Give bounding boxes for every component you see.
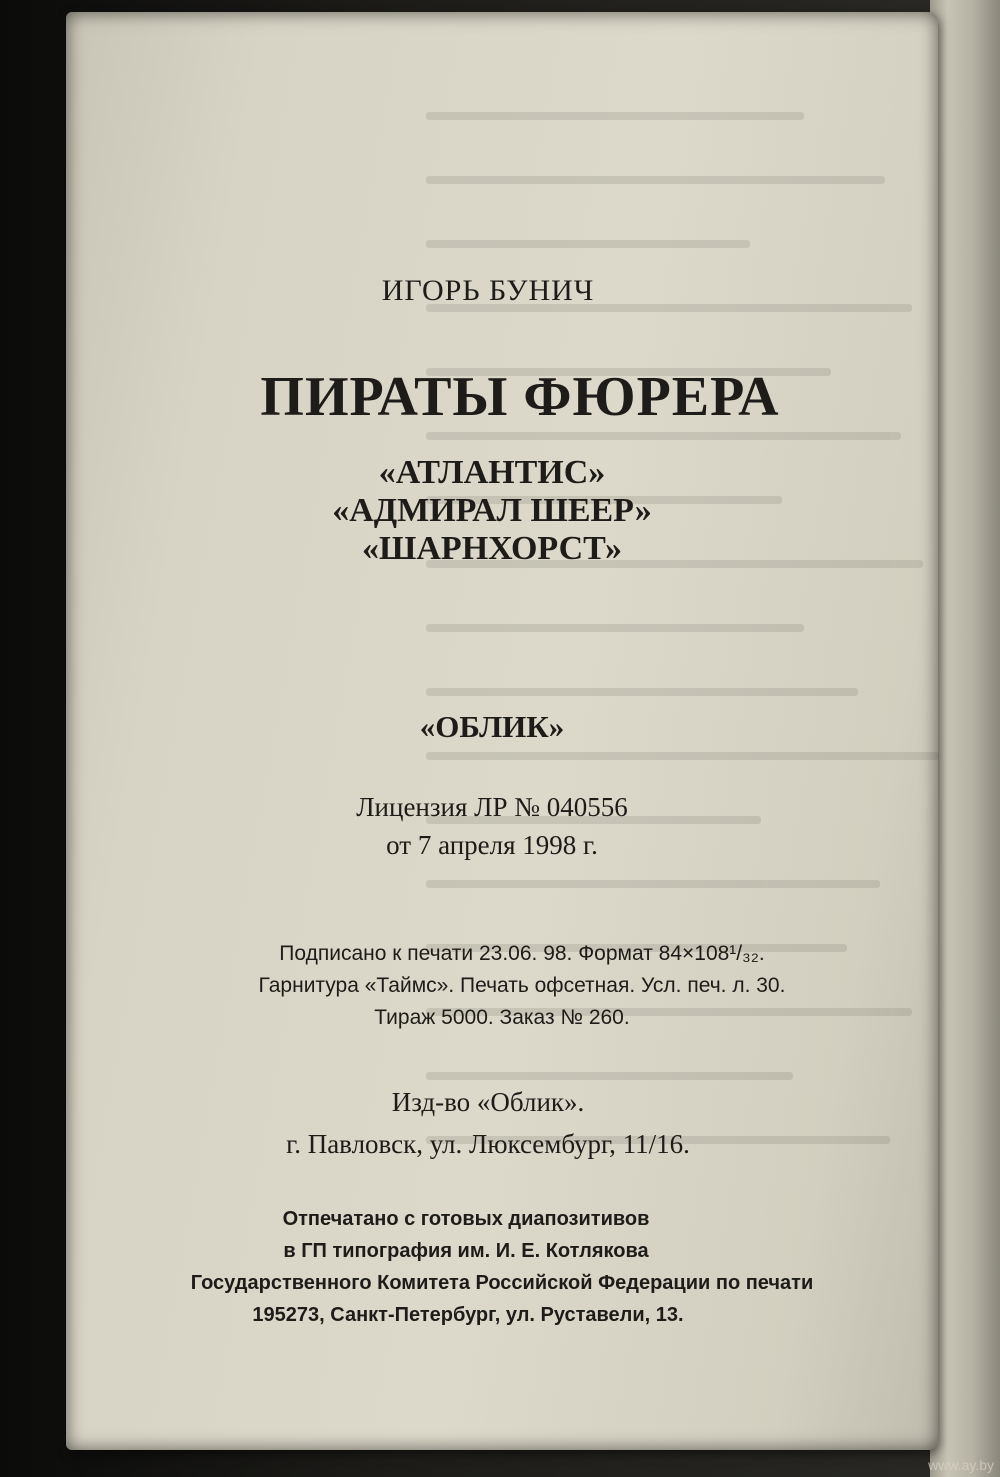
site-watermark: www.ay.by [928, 1457, 994, 1473]
printer-line-2: в ГП типография им. И. Е. Котлякова [283, 1240, 649, 1262]
publisher-address-1: Изд-во «Облик». [391, 1087, 585, 1117]
subtitle-scharnhorst: «ШАРНХОРСТ» [362, 530, 622, 567]
imprint-line-2: Гарнитура «Таймс». Печать офсетная. Усл. печ. л. 30. [258, 974, 786, 997]
license-number: Лицензия ЛР № 040556 [356, 792, 628, 822]
subtitle-atlantis: «АТЛАНТИС» [378, 454, 606, 491]
imprint-line-3: Тираж 5000. Заказ № 260. [374, 1006, 630, 1029]
printer-line-3: Государственного Комитета Российской Федерации по печати [190, 1272, 814, 1294]
printer-line-4: 195273, Санкт-Петербург, ул. Руставели, 13. [252, 1304, 684, 1326]
author-name: ИГОРЬ БУНИЧ [381, 274, 595, 307]
book-title: ПИРАТЫ ФЮРЕРА [260, 366, 780, 428]
publisher-name: «ОБЛИК» [419, 709, 565, 744]
printer-line-1: Отпечатано с готовых диапозитивов [282, 1208, 650, 1230]
imprint-line-1: Подписано к печати 23.06. 98. Формат 84×108¹/₃₂. [279, 942, 765, 965]
publisher-address-2: г. Павловск, ул. Люксембург, 11/16. [286, 1129, 690, 1159]
subtitle-admiral-scheer: «АДМИРАЛ ШЕЕР» [332, 492, 652, 529]
license-date: от 7 апреля 1998 г. [386, 830, 598, 860]
title-page-content [66, 12, 938, 1450]
